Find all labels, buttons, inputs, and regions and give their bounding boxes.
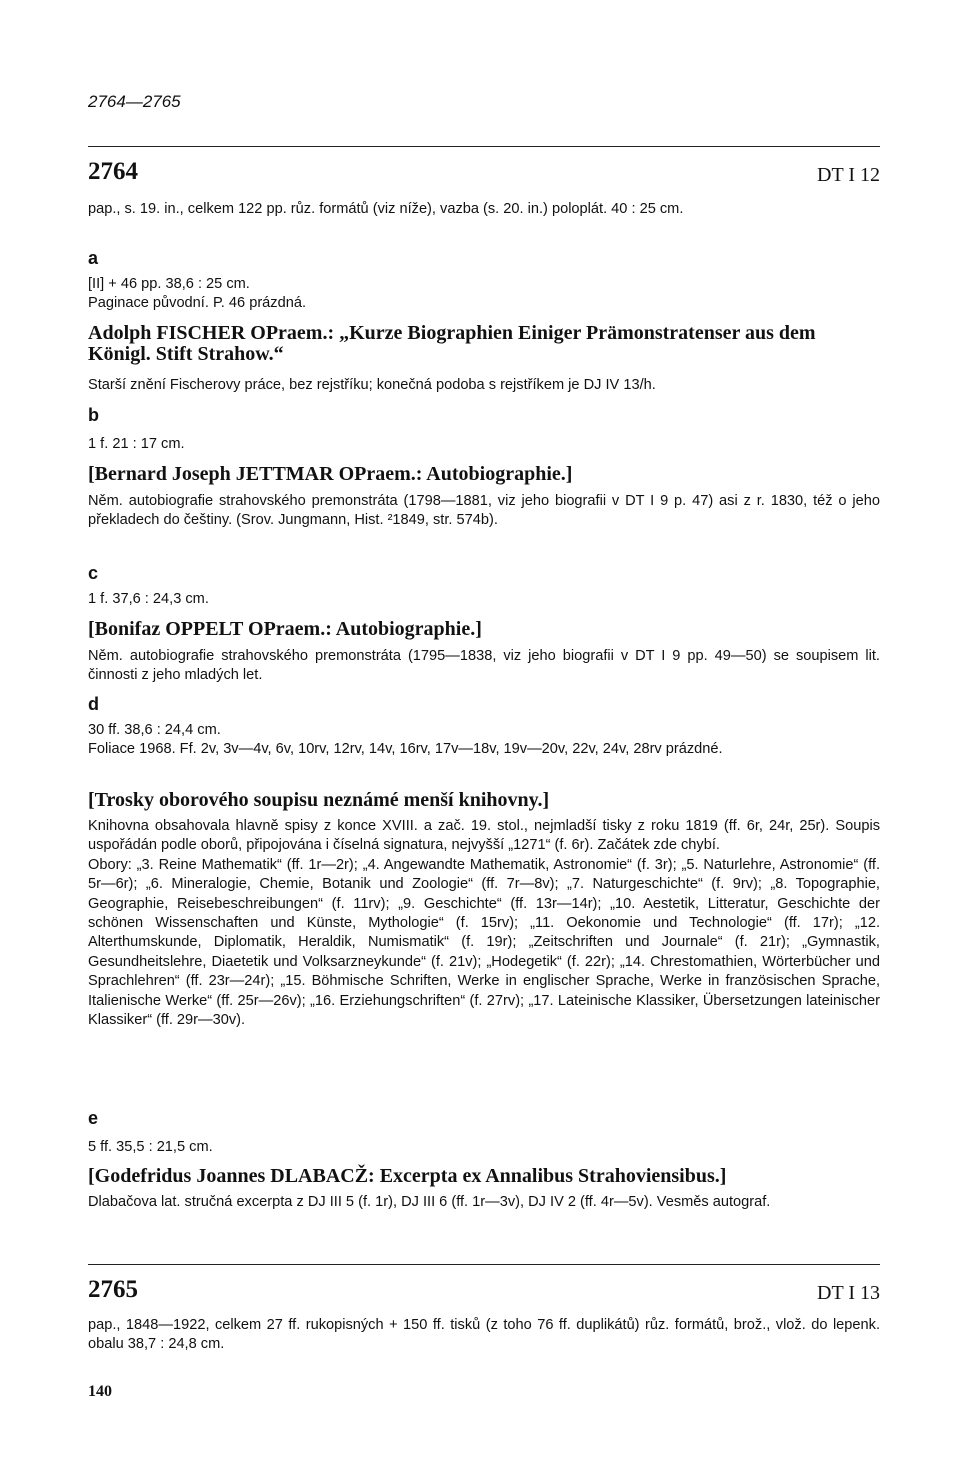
part-e-physical: 5 ff. 35,5 : 21,5 cm. <box>88 1139 213 1155</box>
part-letter-b: b <box>88 405 99 425</box>
entry-number: 2765 <box>88 1276 138 1303</box>
shelf-signature: DT I 13 <box>817 1282 880 1304</box>
part-d-physical: 30 ff. 38,6 : 24,4 cm. Foliace 1968. Ff. 2v, 3v—4v, 6v, 10rv, 12rv, 14v, 16rv, 17v—18v, 19v—20v, 22v, 24v, 28rv prázdné. <box>88 722 723 758</box>
part-a-title: Adolph FISCHER OPraem.: „Kurze Biographien Einiger Prämonstratenser aus dem Königl. Stift Strahow.“ <box>88 322 816 365</box>
part-b-note: Něm. autobiografie strahovského premonstráta (1798—1881, viz jeho biografii v DT I 9 p. 47) asi z r. 1830, též o jeho překladech do češtiny. (Srov. Jungmann, Hist. ²1849, str. 574b). <box>88 493 880 529</box>
running-head: 2764—2765 <box>88 92 181 111</box>
entry-description: pap., 1848—1922, celkem 27 ff. rukopisných + 150 ff. tisků (z toho 76 ff. duplikátů) růz. formátů, brož., vlož. do lepenk. obalu 38,7 : 24,8 cm. <box>88 1317 880 1353</box>
part-letter-d: d <box>88 694 99 714</box>
part-b-title: [Bernard Joseph JETTMAR OPraem.: Autobiographie.] <box>88 463 573 485</box>
part-d-note: Knihovna obsahovala hlavně spisy z konce XVIII. a zač. 19. stol., nejmladší tisky z roku 1819 (ff. 6r, 24r, 25r). Soupis uspořádán podle oborů, připojována i číselná signatura, nejvyšší „1271“ (f. 6r). Začátek zde chybí. Obory: „3. Reine Mathematik“ (ff. 1r—2r); „4. Angewandte Mathematik, Astronomie“ (f. 3r); „5. Naturlehre, Astronomie“ (ff. 5r—6r); „6. Mineralogie, Chemie, Botanik und Zoologie“ (ff. 7r—8v); „7. Naturgeschichte“ (f. 9rv); „8. Topographie, Geographie, Reisebeschreibungen“ (f. 11rv); „9. Geschichte“ (ff. 13r—14r); „10. Aestetik, Litteratur, Geschichte der schönen Wissenschaften und Künste, Mythologie“ (f. 15rv); „11. Oekonomie und Technologie“ (ff. 17r); „12. Alterthumskunde, Diplomatik, Heraldik, Numismatik“ (f. 19r); „Zeitschriften und Journale“ (f. 21r); „Gymnastik, Gesundheitslehre, Diaetetik und Volksarzneykunde“ (f. 21v); „Hodegetik“ (f. 22r); „14. Chrestomathien, Wörterbücher und Sprachlehren“ (ff. 23r—24r); „15. Böhmische Schriften, Werke in englischer Sprache, Werke in französischen Sprache, Italienische Werke“ (ff. 25r—26v); „16. Erziehungschriften“ (f. 27rv); „17. Lateinische Klassiker, Übersetzungen lateinischer Klassiker“ (ff. 29r—30v). <box>88 818 880 1029</box>
part-a-note: Starší znění Fischerovy práce, bez rejstříku; konečná podoba s rejstříkem je DJ IV 13/h. <box>88 377 656 393</box>
part-e-title: [Godefridus Joannes DLABACŽ: Excerpta ex Annalibus Strahoviensibus.] <box>88 1165 727 1187</box>
part-c-title: [Bonifaz OPPELT OPraem.: Autobiographie.] <box>88 618 482 640</box>
part-b-physical: 1 f. 21 : 17 cm. <box>88 436 185 452</box>
page-number: 140 <box>88 1383 112 1400</box>
part-letter-c: c <box>88 563 99 583</box>
entry-description: pap., s. 19. in., celkem 122 pp. růz. formátů (viz níže), vazba (s. 20. in.) poloplát. 40 : 25 cm. <box>88 201 684 217</box>
part-c-note: Něm. autobiografie strahovského premonstráta (1795—1838, viz jeho biografii v DT I 9 pp. 49—50) se soupisem lit. činnosti z jeho mladých let. <box>88 648 880 684</box>
entry-separator-rule <box>88 1264 880 1265</box>
shelf-signature: DT I 12 <box>817 164 880 186</box>
part-d-title: [Trosky oborového soupisu neznámé menší knihovny.] <box>88 789 550 811</box>
part-letter-a: a <box>88 248 99 268</box>
top-rule <box>88 146 880 147</box>
part-a-physical: [II] + 46 pp. 38,6 : 25 cm. Paginace původní. P. 46 prázdná. <box>88 276 306 312</box>
part-e-note: Dlabačova lat. stručná excerpta z DJ III 5 (f. 1r), DJ III 6 (ff. 1r—3v), DJ IV 2 (ff. 4r—5v). Vesměs autograf. <box>88 1194 771 1210</box>
part-c-physical: 1 f. 37,6 : 24,3 cm. <box>88 591 209 607</box>
entry-number: 2764 <box>88 158 138 185</box>
part-letter-e: e <box>88 1108 99 1128</box>
